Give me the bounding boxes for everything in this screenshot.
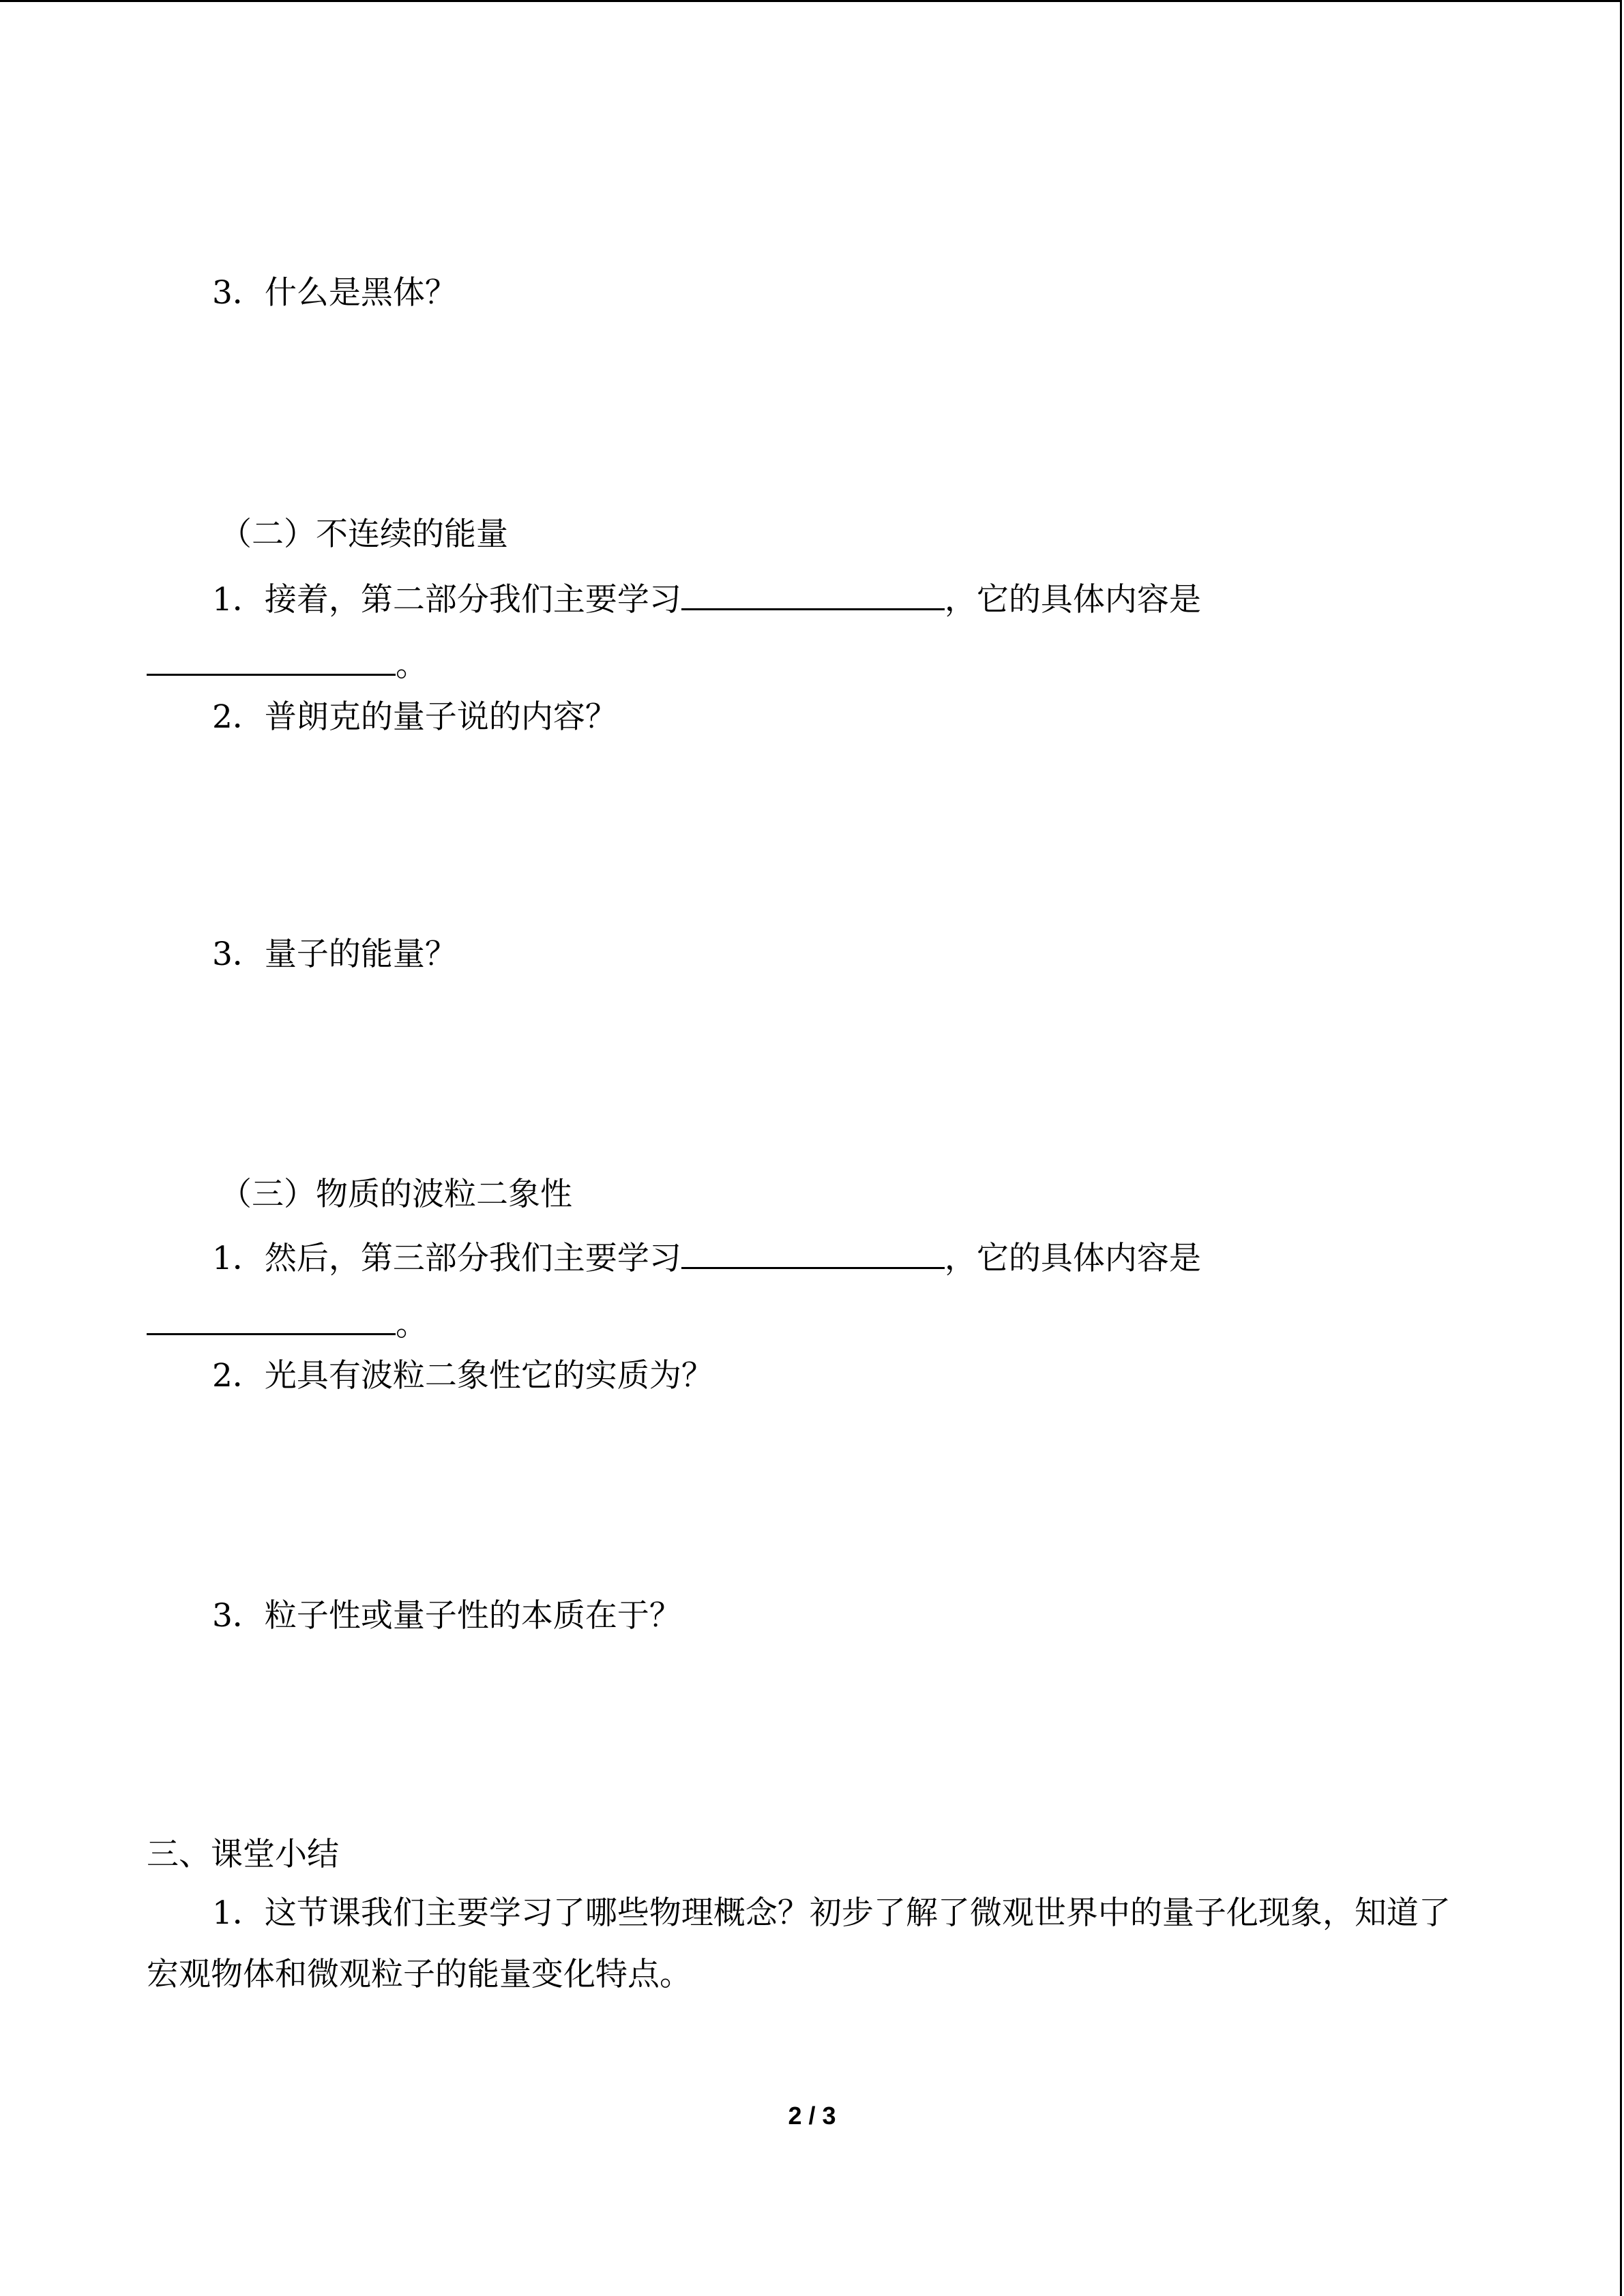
question-blackbody: 3．什么是黑体？ — [212, 274, 457, 312]
answer-blank[interactable] — [681, 577, 945, 610]
fill-in-question-part3 — [212, 1236, 1201, 1278]
fill-in-question-part2-cont — [147, 642, 428, 685]
fill-in-question-part2 — [212, 577, 1201, 619]
period: 。 — [396, 646, 428, 684]
summary-item-1: 1．这节课我们主要学习了哪些物理概念？初步了解了微观世界中的量子化现象，知道了 — [212, 1894, 1451, 1932]
period: 。 — [396, 1306, 428, 1343]
page-number: 2 / 3 — [788, 2102, 836, 2130]
summary-item-1-cont: 宏观物体和微观粒子的能量变化特点。 — [147, 1956, 692, 1993]
section-heading-discontinuous-energy: （二）不连续的能量 — [220, 516, 508, 553]
answer-blank[interactable] — [147, 642, 396, 676]
question-text: 1．接着，第二部分我们主要学习 — [212, 581, 681, 618]
question-text: ，它的具体内容是 — [944, 581, 1201, 618]
question-text: 1．然后，第三部分我们主要学习 — [212, 1240, 681, 1277]
section-heading-summary: 三、课堂小结 — [147, 1836, 339, 1873]
answer-blank[interactable] — [681, 1236, 945, 1269]
section-heading-wave-particle: （三）物质的波粒二象性 — [220, 1176, 572, 1213]
fill-in-question-part3-cont — [147, 1302, 428, 1344]
question-particle-nature: 3．粒子性或量子性的本质在于？ — [212, 1597, 681, 1635]
answer-blank[interactable] — [147, 1302, 396, 1335]
question-light-duality: 2．光具有波粒二象性它的实质为？ — [212, 1357, 713, 1395]
question-text: ，它的具体内容是 — [944, 1240, 1201, 1277]
question-planck: 2．普朗克的量子说的内容？ — [212, 698, 617, 736]
question-quantum-energy: 3．量子的能量？ — [212, 936, 457, 973]
